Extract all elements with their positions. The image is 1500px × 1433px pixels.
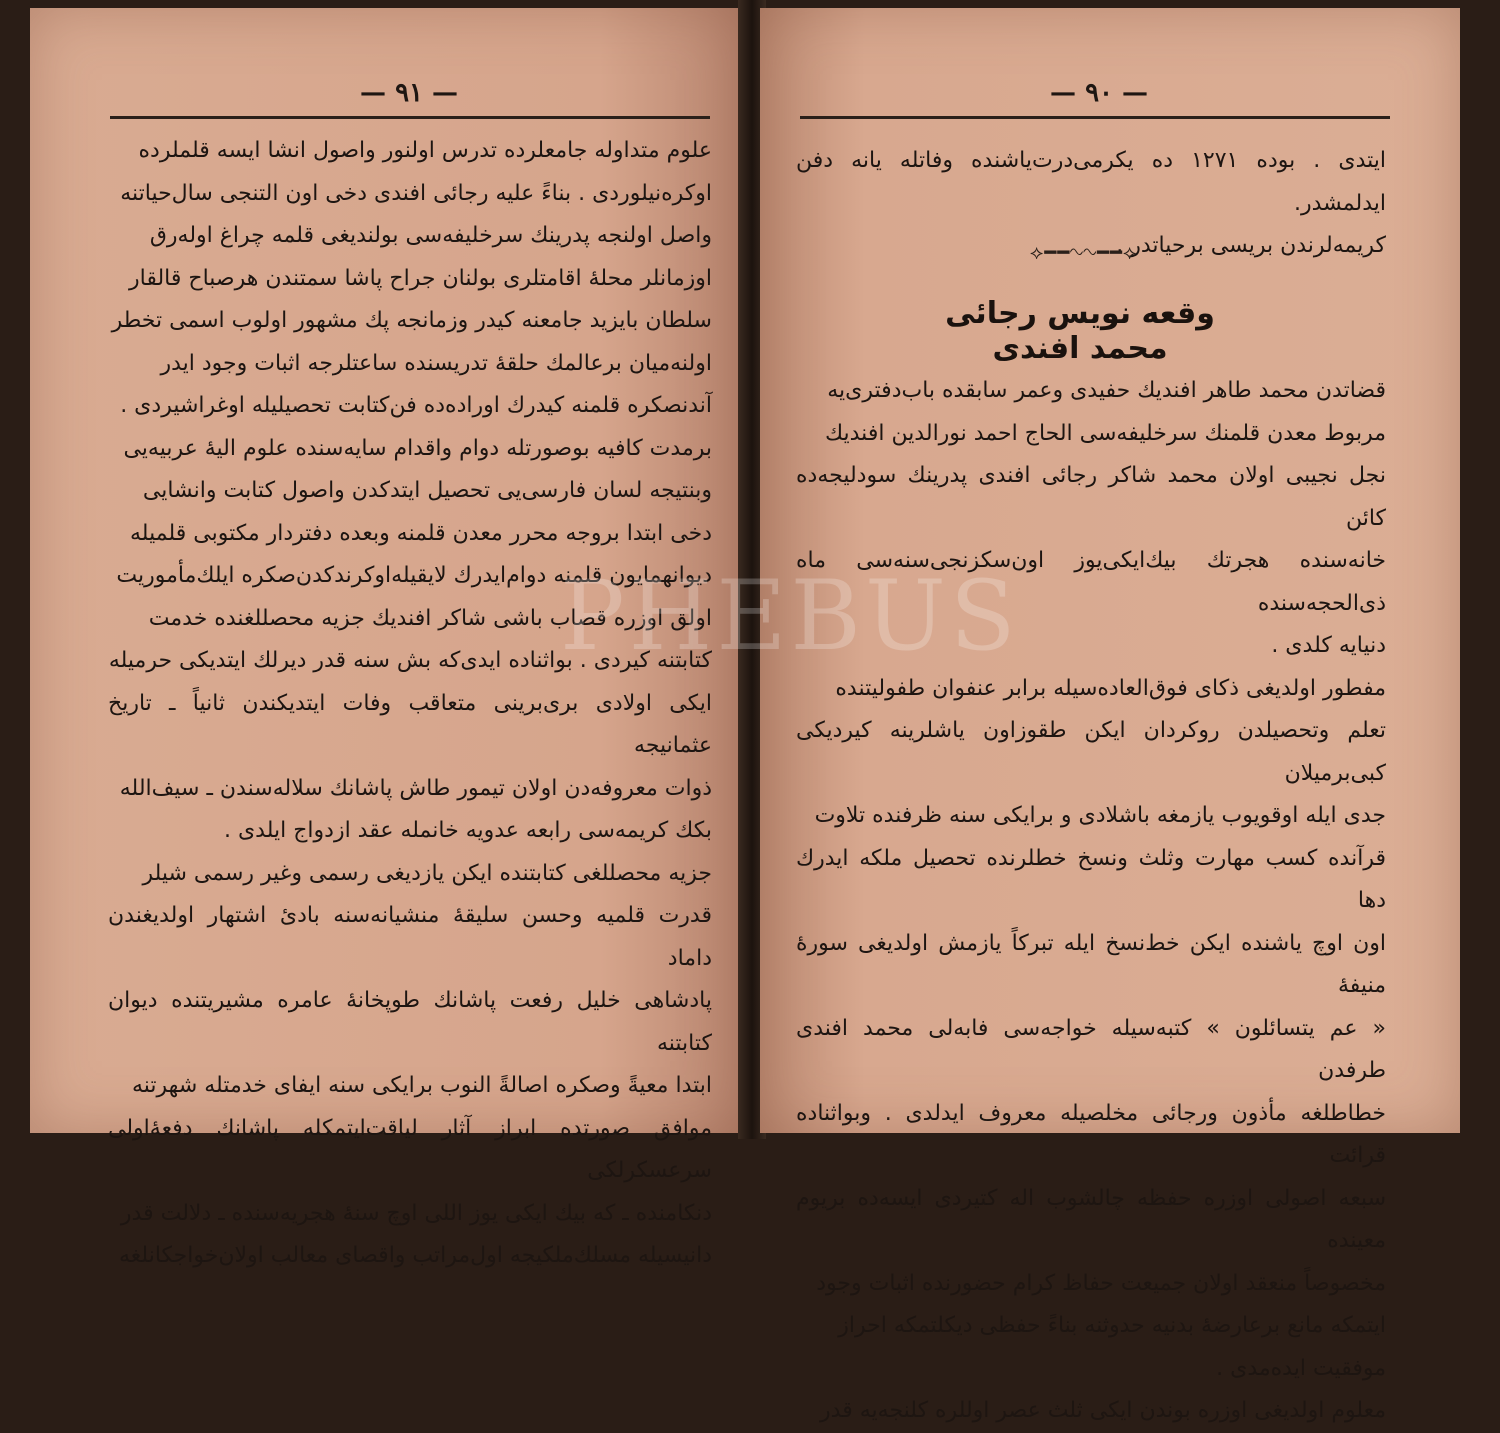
text-line: نجل نجيبى اولان محمد شاكر رجائى افندى پدرينك سودليجه‌ده كائن	[796, 463, 1386, 531]
section-heading: وقعه نويس رجائى محمد افندى	[945, 296, 1215, 366]
body-text	[108, 130, 712, 1278]
text-line: سبعه اصولى اوزره حفظه چالشوب اله كتيردى ايسه‌ده بريوم معينده	[796, 1185, 1386, 1253]
text-line: برمدت كافيه بوصورتله دوام واقدام سايه‌سنده علوم اليهٔ عربيه‌يى	[123, 435, 712, 461]
text-line: كتابتنه كيردى . بواثناده ايدى‌كه بش سنه قدر ديرلك ايتديكى حرميله	[108, 648, 712, 673]
text-line: مفطور اولديغى ذكاى فوق‌العاده‌سيله برابر عنفوان طفوليتنده	[835, 675, 1386, 701]
text-line: دانيسيله مسلك‌ملكيجه اول‌مراتب واقصاى معالب اولان‌خواجكانلغه	[119, 1243, 712, 1268]
text-line: اولق اوزره قصاب باشى شاكر افنديك جزيه محصللغنده خدمت	[148, 605, 712, 631]
text-line: اوكره‌نيلوردى . بناءً عليه رجائى افندى دخى اون التنجى سال‌حياتنه	[120, 180, 712, 206]
page-number: — ٩٠ —	[1050, 78, 1149, 108]
text-line: واصل اولنجه پدرينك سرخليفه‌سى بولنديغى قلمه چراغ اوله‌رق	[149, 223, 712, 248]
text-line: ابتدا معيةً وصكره اصالةً النوب برايكى سنه ايفاى خدمتله شهرتنه	[131, 1073, 712, 1098]
text-line: موافق صورتده ابراز آثار لياقت‌ايتمكله پاشانك دفعهٔ‌اولى سرعسكرلكى	[108, 1115, 712, 1183]
text-line: اوزمانلر محلهٔ اقامتلرى بولنان جراح پاشا سمتندن هرصباح قالقار	[129, 265, 712, 291]
header-rule	[800, 116, 1390, 119]
text-line: بكك كريمه‌سى رابعه عدويه خانمله عقد ازدواج ايلدى .	[223, 818, 712, 843]
text-line: ايتمكه مانع برعارضهٔ بدنيه حدوثنه بناءً حفظى ديكلتمكه احراز	[838, 1313, 1386, 1338]
text-line: جدى ايله اوقويوب يازمغه باشلادى و برايكى سنه ظرفنده تلاوت	[814, 803, 1386, 828]
text-line: اولنه‌ميان برعالمك حلقهٔ تدريسنده ساعتلرجه اثبات وجود ايدر	[160, 350, 712, 376]
text-line: ذوات معروفه‌دن اولان تيمور طاش پاشانك سلاله‌سندن ـ سيف‌الله	[119, 775, 712, 801]
text-line: دنيايه كلدى .	[1271, 633, 1386, 658]
text-line: معلوم اولديغى اوزره بوندن ايكى ثلث عصر اوللره كلنجه‌يه قدر	[820, 1398, 1386, 1423]
text-line: آندنصكره قلمنه كيدرك اورادەده فن‌كتابت تحصيليله اوغراشيردى .	[120, 393, 712, 418]
text-line: دخى ابتدا بروجه محرر معدن قلمنه وبعده دفتردار مكتوبى قلميله	[130, 520, 712, 546]
text-line: « عم يتسائلون » كتبه‌سيله خواجه‌سى فابه‌لى محمد افندى طرفدن	[796, 1015, 1386, 1083]
text-line: قرآنده كسب مهارت وثلث ونسخ خطلرنده تحصيل ملكه ايدرك دها	[796, 845, 1386, 913]
text-line: پادشاهى خليل رفعت پاشانك طوپخانهٔ عامره مشيريتنده ديوان كتابتنه	[108, 988, 712, 1056]
text-line: سلطان بايزيد جامعنه كيدر وزمانجه پك مشهور اولوب اسمى تخطر	[111, 308, 712, 333]
text-line: مربوط معدن قلمنك سرخليفه‌سى الحاج احمد نورالدين افنديك	[824, 420, 1386, 446]
text-line: مخصوصاً منعقد اولان جميعت حفاظ كرام حضورنده اثبات وجود	[816, 1270, 1386, 1296]
text-line: قدرت قلميه وحسن سليقهٔ منشيانه‌سنه بادئ اشتهار اولديغندن داماد	[108, 903, 712, 971]
page-number: — ٩١ —	[360, 78, 459, 108]
text-line: موفقيت ايده‌مدى .	[1216, 1355, 1386, 1381]
text-line: علوم متداوله جامعلرده تدرس اولنور واصول انشا ايسه قلملرده	[138, 138, 712, 163]
text-line: وبنتيجه لسان فارسى‌يى تحصيل ايتدكدن واصول كتابت وانشايى	[142, 478, 712, 503]
text-line: خطاطلغه مأذون ورجائى مخلصيله معروف ايدلدى . وبواثناده قرائت	[796, 1100, 1386, 1168]
header-rule	[110, 116, 710, 119]
text-line: ايكى اولادى برى‌برينى متعاقب وفات ايتديكندن ثانياً ـ تاريخ عثمانيجه	[108, 690, 712, 758]
watermark: PHEBUS	[560, 560, 1020, 672]
text-line: خانه‌سنده هجرتك بيك‌ايكى‌يوز اون‌سكزنجى‌سنه‌سى ماه ذى‌الحجه‌سنده	[796, 548, 1386, 616]
text-line: اون اوچ ياشنده ايكن خط‌نسخ ايله تبركاً يازمش اولديغى سورهٔ منيفهٔ	[796, 930, 1386, 998]
text-line: دنكامنده ـ كه بيك ايكى يوز اللى اوچ سنهٔ هجريه‌سنده ـ دلالت قدر	[120, 1200, 712, 1226]
body-text-main	[796, 370, 1386, 1433]
text-line: ايتدى . بوده ١٢٧١ ده يكرمى‌درت‌ياشنده وفاتله يانه دفن ايدلمشدر.	[796, 148, 1386, 216]
text-line: جزيه محصللغى كتابتنده ايكن يازديغى رسمى وغير رسمى شيلر	[142, 860, 712, 886]
section-ornament: ⟡━━∿∿━━⟡	[1030, 240, 1138, 264]
text-line: قضاتدن محمد طاهر افنديك حفيدى وعمر سابقده باب‌دفترى‌يه	[827, 378, 1386, 403]
text-line: تعلم وتحصيلدن روكردان ايكن طقوزاون ياشلرينه كيرديكى كبى‌برميلان	[796, 718, 1386, 786]
text-line: ديوانهمايون قلمنه دوام‌ايدرك لايقيله‌اوكرندكدن‌صكره ايلك‌مأموريت	[116, 563, 712, 588]
text-line: كريمه‌لرندن بريسى برحياتدر .	[1116, 233, 1386, 258]
